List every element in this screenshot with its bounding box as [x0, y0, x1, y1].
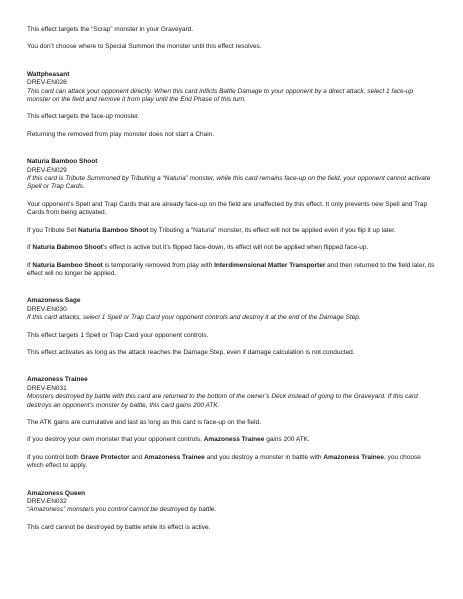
document-page: [27, 26, 437, 532]
ruling-text: If Naturia Bamboo Shoot is temporarily removed from play with Interdimensional Matter Transporter and then returned to the field later, its effect will no longer be applied.: [27, 261, 435, 277]
card-name: Amazoness Sage: [27, 297, 81, 305]
card-code: DREV-EN026: [27, 79, 67, 87]
card-code: DREV-EN030: [27, 305, 67, 313]
card-effect: “Amazoness” monsters you control cannot be destroyed by battle.: [27, 506, 217, 514]
ruling-text: You don’t choose where to Special Summon the monster until this effect resolves.: [27, 43, 262, 51]
card-name: Amazoness Trainee: [27, 376, 88, 384]
ruling-text: This effect activates as long as the attack reaches the Damage Step, even if damage calculation is not conducted.: [27, 348, 355, 356]
ruling-text: Your opponent’s Spell and Trap Cards that are already face-up on the field are unaffected by this effect. It only prevents new Spell and Trap Cards from being activated.: [27, 200, 428, 217]
card-effect: If this card attacks, select 1 Spell or Trap Card your opponent controls and destroy it at the end of the Damage Step.: [27, 314, 361, 322]
ruling-text: If you destroy your own monster that your opponent controls, Amazoness Trainee gains 200 ATK.: [27, 436, 310, 444]
ruling-text: The ATK gains are cumulative and last as long as this card is face-up on the field.: [27, 418, 262, 426]
ruling-text: If Naturia Babmoo Shoot’s effect is active but it’s flipped face-down, its effect will not be applied when flipped face-up.: [27, 244, 369, 252]
card-name: Naturia Bamboo Shoot: [27, 158, 98, 166]
card-name: Wattpheasant: [27, 70, 70, 78]
card-name: Amazoness Queen: [27, 489, 86, 497]
ruling-text: This card cannot be destroyed by battle while its effect is active.: [27, 523, 211, 531]
card-code: DREV-EN029: [27, 166, 67, 174]
ruling-text: This effect targets the face-up monster.: [27, 113, 140, 121]
card-code: DREV-EN032: [27, 498, 67, 505]
card-code: DREV-EN031: [27, 384, 67, 392]
card-effect: This card can attack your opponent directly. When this card inflicts Battle Damage to your opponent by a direct attack, select 1 face-up monster on the field and remove it from play until the End Phase of this turn.: [27, 87, 414, 104]
ruling-text: Returning the removed from play monster does not start a Chain.: [27, 130, 215, 138]
ruling-text: If you control both Grave Protector and Amazoness Trainee and you destroy a monster in battle with Amazoness Trainee, you choose which effect to apply.: [27, 453, 421, 470]
ruling-text: This effect targets the “Scrap” monster in your Graveyard.: [27, 26, 194, 33]
card-effect: If this card is Tribute Summoned by Tributing a “Naturia” monster, while this card remains face-up on the field, your opponent cannot activate Spell or Trap Cards.: [27, 175, 431, 191]
card-effect: Monsters destroyed by battle with this card are returned to the bottom of the owner’s Deck instead of going to the Graveyard. If this card destroys an opponent’s monster by battle, this card gains 200 ATK.: [27, 393, 418, 409]
ruling-text: This effect targets 1 Spell or Trap Card your opponent controls.: [27, 331, 209, 339]
ruling-text: If you Tribute Set Naturia Bamboo Shoot by Tributing a “Naturia” monster, its effect will not be applied even if you flip it up later.: [27, 226, 396, 234]
